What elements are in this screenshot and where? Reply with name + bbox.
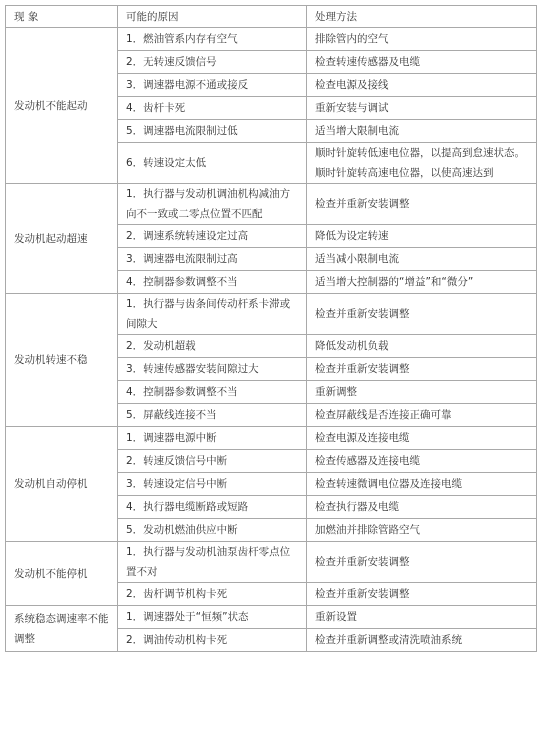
table-header-row — [6, 6, 537, 28]
method-cell: 检查电源及接线 — [307, 74, 537, 97]
cause-cell: 6．转速设定太低 — [118, 143, 307, 184]
cause-cell: 4．执行器电缆断路或短路 — [118, 496, 307, 519]
cause-cell: 5．调速器电流限制过低 — [118, 120, 307, 143]
method-cell: 检查执行器及电缆 — [307, 496, 537, 519]
cause-line: 向不一致或二零点位置不匹配 — [126, 208, 263, 220]
phenomenon-cell: 系统稳态调速率不能调整 — [6, 606, 118, 652]
cause-cell: 3．调速器电源不通或接反 — [118, 74, 307, 97]
method-cell: 检查并重新安装调整 — [307, 542, 537, 583]
header-phenomenon: 现 象 — [6, 6, 118, 28]
cause-cell — [118, 542, 307, 583]
fault-troubleshooting-table — [5, 5, 537, 652]
cause-line: 间隙大 — [126, 318, 158, 330]
cause-cell: 4．齿杆卡死 — [118, 97, 307, 120]
phenomenon-cell: 发动机不能起动 — [6, 28, 118, 184]
method-cell: 重新设置 — [307, 606, 537, 629]
method-cell: 检查屏蔽线是否连接正确可靠 — [307, 404, 537, 427]
cause-cell — [118, 294, 307, 335]
phenomenon-cell: 发动机自动停机 — [6, 427, 118, 542]
method-cell: 检查并重新安装调整 — [307, 583, 537, 606]
method-cell: 检查转速微调电位器及连接电缆 — [307, 473, 537, 496]
method-cell: 检查传感器及连接电缆 — [307, 450, 537, 473]
method-cell: 检查并重新安装调整 — [307, 358, 537, 381]
method-cell: 降低发动机负载 — [307, 335, 537, 358]
cause-cell: 2．调速系统转速设定过高 — [118, 225, 307, 248]
method-cell: 检查并重新安装调整 — [307, 294, 537, 335]
cause-cell: 3．调速器电流限制过高 — [118, 248, 307, 271]
method-cell: 加燃油并排除管路空气 — [307, 519, 537, 542]
method-cell: 排除管内的空气 — [307, 28, 537, 51]
method-cell: 检查电源及连接电缆 — [307, 427, 537, 450]
cause-cell: 5．发动机燃油供应中断 — [118, 519, 307, 542]
cause-cell: 1．调速器处于“恒频”状态 — [118, 606, 307, 629]
cause-cell: 1．燃油管系内存有空气 — [118, 28, 307, 51]
method-cell: 降低为设定转速 — [307, 225, 537, 248]
cause-cell: 2．齿杆调节机构卡死 — [118, 583, 307, 606]
cause-cell: 3．转速传感器安装间隙过大 — [118, 358, 307, 381]
method-cell: 顺时针旋转低速电位器，以提高到怠速状态。顺时针旋转高速电位器，以使高速达到 — [307, 143, 537, 184]
method-cell: 适当增大控制器的“增益”和“微分” — [307, 271, 537, 294]
cause-cell: 2．转速反馈信号中断 — [118, 450, 307, 473]
cause-cell — [118, 184, 307, 225]
phenomenon-cell: 发动机转速不稳 — [6, 294, 118, 427]
method-cell: 适当减小限制电流 — [307, 248, 537, 271]
cause-cell: 1．调速器电源中断 — [118, 427, 307, 450]
method-cell: 适当增大限制电流 — [307, 120, 537, 143]
cause-cell: 3．转速设定信号中断 — [118, 473, 307, 496]
phenomenon-cell: 发动机不能停机 — [6, 542, 118, 606]
table-row — [6, 427, 537, 450]
method-cell: 重新安装与调试 — [307, 97, 537, 120]
method-cell: 检查并重新调整或清洗喷油系统 — [307, 629, 537, 652]
method-cell: 检查转速传感器及电缆 — [307, 51, 537, 74]
cause-line: 1．执行器与齿条间传动杆系卡滞或 — [126, 298, 291, 310]
cause-line: 1．执行器与发动机调油机构减油方 — [126, 188, 291, 200]
table-row — [6, 294, 537, 335]
cause-line: 1．执行器与发动机油泵齿杆零点位 — [126, 546, 291, 558]
phenomenon-cell: 发动机起动超速 — [6, 184, 118, 294]
cause-cell: 4．控制器参数调整不当 — [118, 381, 307, 404]
table-row — [6, 542, 537, 583]
table-row — [6, 606, 537, 629]
cause-cell: 5．屏蔽线连接不当 — [118, 404, 307, 427]
cause-cell: 2．调油传动机构卡死 — [118, 629, 307, 652]
table-row — [6, 184, 537, 225]
table-row — [6, 28, 537, 51]
cause-cell: 4．控制器参数调整不当 — [118, 271, 307, 294]
cause-line: 置不对 — [126, 566, 158, 578]
header-method: 处理方法 — [307, 6, 537, 28]
header-cause: 可能的原因 — [118, 6, 307, 28]
method-cell: 重新调整 — [307, 381, 537, 404]
cause-cell: 2．无转速反馈信号 — [118, 51, 307, 74]
cause-cell: 2．发动机超载 — [118, 335, 307, 358]
method-cell: 检查并重新安装调整 — [307, 184, 537, 225]
